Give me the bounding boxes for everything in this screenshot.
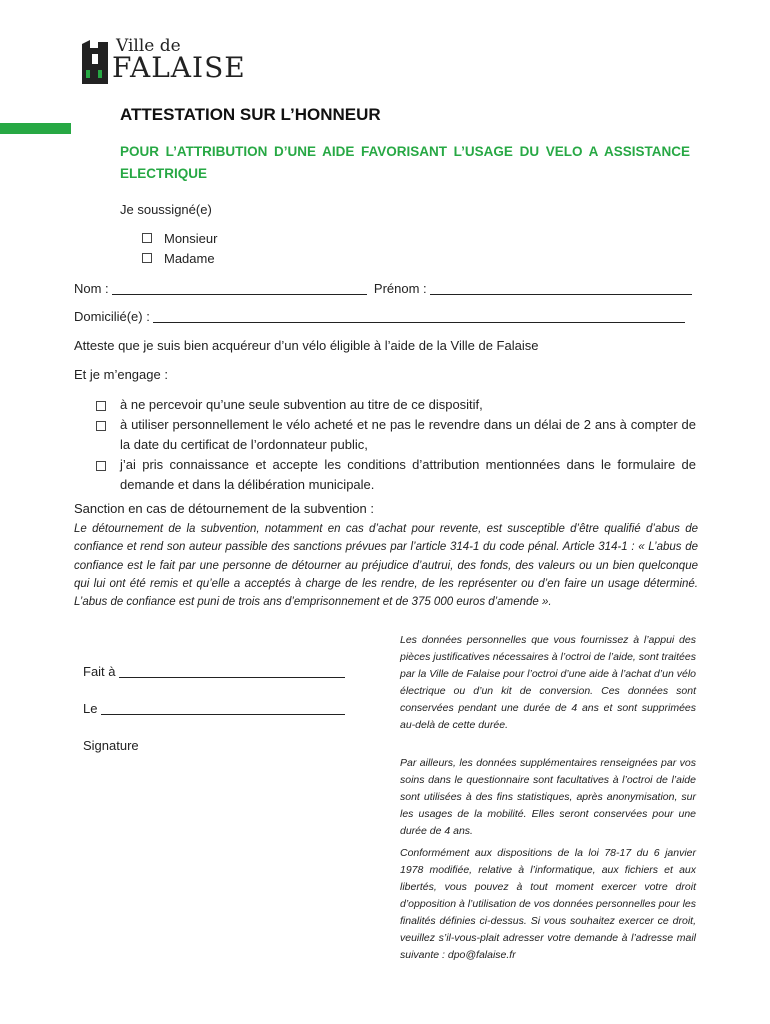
civility-option-monsieur[interactable] (142, 231, 217, 246)
commitment-text: à ne percevoir qu’une seule subvention au titre de ce dispositif, (120, 397, 483, 412)
commitment-text: à utiliser personnellement le vélo acheté et ne pas le revendre dans un délai de 2 ans à compter de la date du certificat de l’ordonnateur public, (120, 417, 696, 452)
nom-row (74, 281, 692, 296)
signature-label: Signature (83, 738, 139, 753)
domicile-row (74, 309, 685, 324)
date-row (83, 701, 345, 716)
sanction-heading: Sanction en cas de détournement de la subvention : (74, 501, 374, 516)
fait-label: Fait à (83, 664, 116, 679)
civility-label: Madame (164, 251, 215, 266)
commitment-checkbox[interactable] (96, 461, 106, 471)
logo-text-big: FALAISE (112, 51, 246, 84)
prenom-field[interactable] (430, 282, 692, 295)
privacy-paragraph: Conformément aux dispositions de la loi 78-17 du 6 janvier 1978 modifiée, relative à l’informatique, aux fichiers et aux libertés, vous pouvez à tout moment exercer votre droit d’opposition à l’utilisation de vos données personnelles pour les finalités définies ci-dessus. Si vous souhaitez exercer ce droit, veuillez s’il-vous-plait adresser votre demande à l’adresse mail suivante : dpo@falaise.fr (400, 847, 696, 961)
civility-option-madame[interactable] (142, 251, 215, 266)
accent-bar (0, 123, 71, 134)
prenom-label: Prénom : (373, 281, 427, 296)
commitment-checkbox[interactable] (96, 421, 106, 431)
commitment-item (96, 415, 696, 455)
privacy-paragraph: Par ailleurs, les données supplémentaires renseignées par vos soins dans le questionnaire sont facultatives à l’octroi de l’aide sont utilisées à des fins statistiques, après anonymisation, sur les usages de la mobilité. Elles seront conservées pour une durée de 4 ans. (400, 757, 696, 837)
fait-field[interactable] (119, 665, 345, 678)
nom-field[interactable] (112, 282, 367, 295)
nom-label: Nom : (74, 281, 109, 296)
sanction-text: Le détournement de la subvention, notamment en cas d’achat pour revente, est susceptible d’être qualifié d’abus de confiance et rend son auteur passible des sanctions prévues par l’article 314-1 du code pénal. Article 314-1 : « L’abus de confiance est le fait par une personne de détourner au préjudice d’autrui, des fonds, des valeurs ou un bien quelconque qui lui ont été remis et qu’elle a acceptés à charge de les rendre, de les représenter ou d’en faire un usage déterminé. L’abus de confiance est puni de trois ans d’emprisonnement et de 375 000 euros d’amende ». (74, 523, 698, 609)
domicile-field[interactable] (153, 310, 685, 323)
commitment-checkbox[interactable] (96, 401, 106, 411)
logo-text-small: Ville de (116, 36, 181, 56)
fait-row (83, 664, 345, 679)
page-title: ATTESTATION SUR L’HONNEUR (120, 105, 381, 124)
checkbox-madame[interactable] (142, 253, 152, 263)
commitment-item (96, 395, 696, 415)
commitment-text: j’ai pris connaissance et accepte les conditions d’attribution mentionnées dans le formulaire de demande et dans la délibération municipale. (120, 457, 696, 492)
attest-text: Atteste que je suis bien acquéreur d’un vélo éligible à l’aide de la Ville de Falaise (74, 338, 539, 353)
privacy-paragraph: Les données personnelles que vous fournissez à l’appui des pièces justificatives nécessaires à l’octroi de l’aide, sont traitées par la Ville de Falaise pour l’octroi d’une aide à l’achat d’un vélo électrique ou d’un kit de conversion. Ces données sont conservées pendant une durée de 4 ans et sont supprimées au-delà de cette durée. (400, 634, 696, 731)
checkbox-monsieur[interactable] (142, 233, 152, 243)
domicile-label: Domicilié(e) : (74, 309, 150, 324)
engage-text: Et je m’engage : (74, 367, 168, 382)
falaise-logo-icon (80, 40, 110, 84)
le-label: Le (83, 701, 98, 716)
commitment-item (96, 455, 696, 495)
civility-label: Monsieur (164, 231, 218, 246)
page-subtitle: POUR L’ATTRIBUTION D’UNE AIDE FAVORISANT L’USAGE DU VELO A ASSISTANCE ELECTRIQUE (120, 144, 690, 181)
intro-text: Je soussigné(e) (120, 202, 212, 217)
date-field[interactable] (101, 702, 345, 715)
